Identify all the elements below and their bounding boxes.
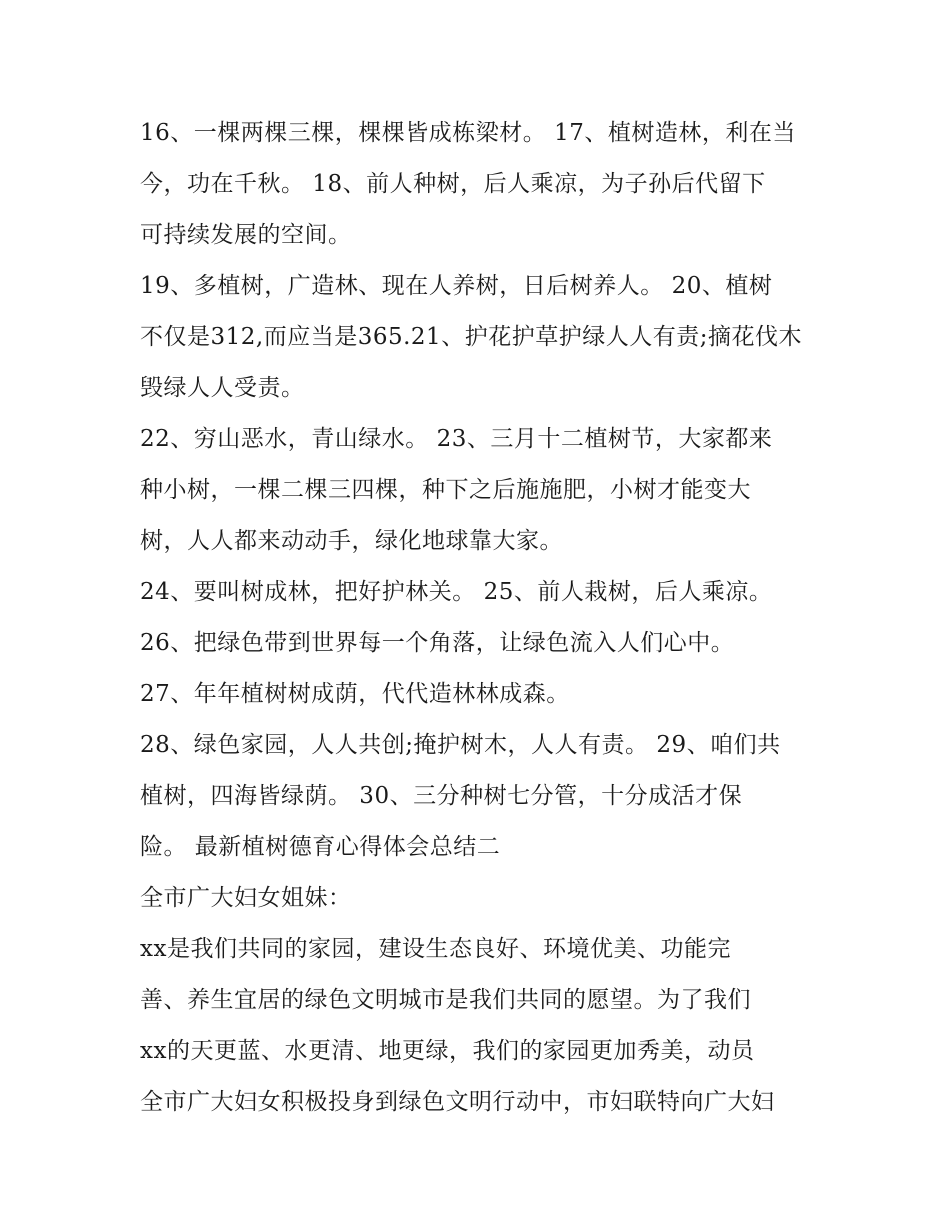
text-line: 全市广大妇女积极投身到绿色文明行动中，市妇联特向广大妇 — [140, 1089, 775, 1115]
text-line: 22、穷山恶水，青山绿水。 23、三月十二植树节，大家都来 — [140, 426, 773, 452]
text-line: xx是我们共同的家园，建设生态良好、环境优美、功能完 — [140, 936, 731, 962]
text-line: xx的天更蓝、水更清、地更绿，我们的家园更加秀美，动员 — [140, 1038, 755, 1064]
text-line: 可持续发展的空间。 — [140, 222, 352, 248]
text-line: 今，功在千秋。 18、前人种树，后人乘凉，为子孙后代留下 — [140, 171, 766, 197]
text-line: 险。 最新植树德育心得体会总结二 — [140, 834, 501, 860]
text-line: 24、要叫树成林，把好护林关。 25、前人栽树，后人乘凉。 — [140, 579, 773, 605]
text-line: 19、多植树，广造林、现在人养树，日后树养人。 20、植树 — [140, 273, 773, 299]
text-line: 28、绿色家园，人人共创;掩护树木，人人有责。 29、咱们共 — [140, 732, 781, 758]
text-line: 16、一棵两棵三棵，棵棵皆成栋梁材。 17、植树造林，利在当 — [140, 120, 796, 146]
text-line: 种小树，一棵二棵三四棵，种下之后施施肥，小树才能变大 — [140, 477, 751, 503]
document-body — [140, 108, 820, 1128]
text-line: 27、年年植树树成荫，代代造林林成森。 — [140, 681, 570, 707]
text-line: 善、养生宜居的绿色文明城市是我们共同的愿望。为了我们 — [140, 987, 751, 1013]
text-line: 26、把绿色带到世界每一个角落，让绿色流入人们心中。 — [140, 630, 735, 656]
text-line: 树，人人都来动动手，绿化地球靠大家。 — [140, 528, 563, 554]
text-line: 毁绿人人受责。 — [140, 375, 305, 401]
text-line: 植树，四海皆绿荫。 30、三分种树七分管，十分成活才保 — [140, 783, 743, 809]
salutation-line: 全市广大妇女姐妹： — [140, 885, 352, 911]
text-line: 不仅是312,而应当是365.21、护花护草护绿人人有责;摘花伐木 — [140, 324, 802, 350]
